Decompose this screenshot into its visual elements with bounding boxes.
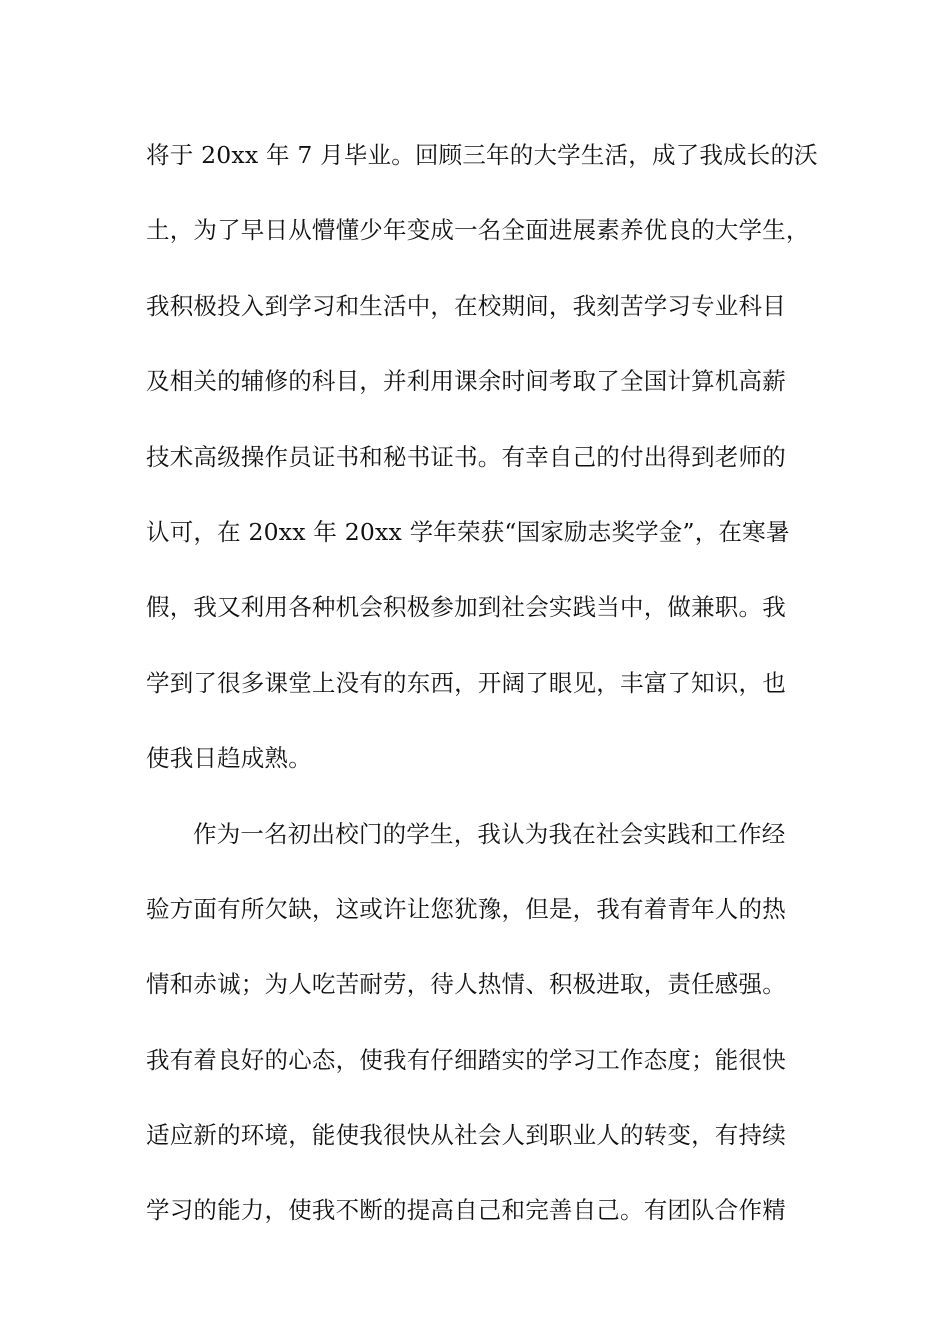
text-line: 假，我又利用各种机会积极参加到社会实践当中，做兼职。我 xyxy=(146,593,786,622)
text-line: 我积极投入到学习和生活中，在校期间，我刻苦学习专业科目 xyxy=(146,291,786,320)
text-line: 适应新的环境，能使我很快从社会人到职业人的转变，有持续 xyxy=(146,1121,786,1150)
text-line: 及相关的辅修的科目，并利用课余时间考取了全国计算机高薪 xyxy=(146,367,786,396)
paragraph-1 xyxy=(146,131,826,810)
document-body xyxy=(146,131,826,1262)
text-line: 技术高级操作员证书和秘书证书。有幸自己的付出得到老师的 xyxy=(146,442,786,471)
text-line: 情和赤诚；为人吃苦耐劳，待人热情、积极进取，责任感强。 xyxy=(146,970,786,999)
text-line: 认可，在 20xx 年 20xx 学年荣获“国家励志奖学金”，在寒暑 xyxy=(146,517,790,546)
text-line: 验方面有所欠缺，这或许让您犹豫，但是，我有着青年人的热 xyxy=(146,894,786,923)
text-line: 使我日趋成熟。 xyxy=(146,744,312,773)
text-line: 我有着良好的心态，使我有仔细踏实的学习工作态度；能很快 xyxy=(146,1045,786,1074)
text-line: 学到了很多课堂上没有的东西，开阔了眼见，丰富了知识，也 xyxy=(146,668,786,697)
text-line: 土，为了早日从懵懂少年变成一名全面进展素养优良的大学生， xyxy=(146,216,810,245)
text-line: 将于 20xx 年 7 月毕业。回顾三年的大学生活，成了我成长的沃 xyxy=(146,141,818,169)
text-line: 作为一名初出校门的学生，我认为我在社会实践和工作经 xyxy=(193,819,786,848)
text-line: 学习的能力，使我不断的提高自己和完善自己。有团队合作精 xyxy=(146,1196,786,1225)
paragraph-2 xyxy=(146,810,826,1262)
